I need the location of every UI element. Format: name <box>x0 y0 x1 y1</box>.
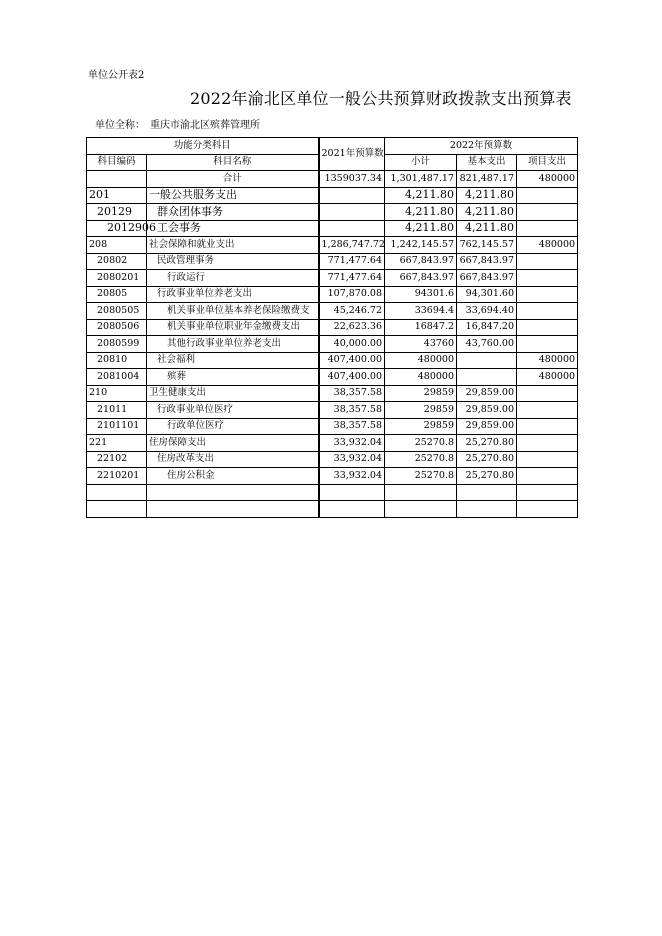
row-project <box>517 270 578 287</box>
row-project <box>517 303 578 320</box>
row-subtotal: 94301.6 <box>385 286 457 303</box>
row-code: 2080505 <box>87 303 147 320</box>
row-project <box>517 286 578 303</box>
table-row <box>87 253 578 270</box>
row-basic: 4,211.80 <box>457 187 517 204</box>
row-name: 社会保障和就业支出 <box>147 237 319 254</box>
row-project <box>517 385 578 402</box>
row-prev-year: 45,246.72 <box>319 303 385 320</box>
row-prev-year: 38,357.58 <box>319 385 385 402</box>
empty-cell <box>147 501 319 518</box>
table-row <box>87 435 578 452</box>
empty-cell <box>517 484 578 501</box>
row-name: 群众团体事务 <box>147 204 319 221</box>
row-code: 201 <box>87 187 147 204</box>
row-prev-year: 33,932.04 <box>319 451 385 468</box>
row-name: 住房保障支出 <box>147 435 319 452</box>
row-code: 2080201 <box>87 270 147 287</box>
row-prev-year: 33,932.04 <box>319 468 385 485</box>
row-subtotal: 4,211.80 <box>385 187 457 204</box>
row-basic: 25,270.80 <box>457 435 517 452</box>
header-prev-year: 2021年预算数 <box>319 138 385 171</box>
row-code: 20129 <box>87 204 147 221</box>
row-project <box>517 319 578 336</box>
row-subtotal: 667,843.97 <box>385 253 457 270</box>
row-prev-year: 38,357.58 <box>319 418 385 435</box>
header-current-year: 2022年预算数 <box>385 138 578 155</box>
row-prev-year: 407,400.00 <box>319 352 385 369</box>
row-subtotal: 4,211.80 <box>385 220 457 237</box>
row-code: 2012906 <box>87 220 147 237</box>
row-name: 住房公积金 <box>147 468 319 485</box>
row-basic: 94,301.60 <box>457 286 517 303</box>
row-prev-year: 33,932.04 <box>319 435 385 452</box>
row-project <box>517 451 578 468</box>
empty-cell <box>385 501 457 518</box>
total-project: 480000 <box>517 171 578 188</box>
row-project <box>517 418 578 435</box>
row-code: 208 <box>87 237 147 254</box>
table-row <box>87 237 578 254</box>
row-basic: 25,270.80 <box>457 468 517 485</box>
row-project: 480000 <box>517 369 578 386</box>
table-row <box>87 220 578 237</box>
total-label: 合计 <box>147 171 319 188</box>
row-prev-year <box>319 204 385 221</box>
table-row <box>87 286 578 303</box>
empty-row <box>87 501 578 518</box>
row-code: 20802 <box>87 253 147 270</box>
row-basic: 29,859.00 <box>457 418 517 435</box>
row-name: 民政管理事务 <box>147 253 319 270</box>
row-prev-year: 40,000.00 <box>319 336 385 353</box>
row-project <box>517 187 578 204</box>
row-project <box>517 204 578 221</box>
empty-cell <box>319 501 385 518</box>
row-name: 住房改革支出 <box>147 451 319 468</box>
table-row <box>87 451 578 468</box>
row-prev-year <box>319 220 385 237</box>
header-name: 科目名称 <box>147 154 319 171</box>
row-basic: 762,145.57 <box>457 237 517 254</box>
table-row <box>87 352 578 369</box>
row-code: 20810 <box>87 352 147 369</box>
row-prev-year: 407,400.00 <box>319 369 385 386</box>
table-row <box>87 336 578 353</box>
empty-cell <box>457 501 517 518</box>
row-name: 行政单位医疗 <box>147 418 319 435</box>
row-basic <box>457 352 517 369</box>
empty-cell <box>385 484 457 501</box>
row-subtotal: 29859 <box>385 402 457 419</box>
row-prev-year: 38,357.58 <box>319 402 385 419</box>
table-row <box>87 204 578 221</box>
row-code: 2101101 <box>87 418 147 435</box>
row-code: 21011 <box>87 402 147 419</box>
empty-cell <box>87 484 147 501</box>
row-code: 20805 <box>87 286 147 303</box>
row-name: 卫生健康支出 <box>147 385 319 402</box>
row-basic: 25,270.80 <box>457 451 517 468</box>
table-row <box>87 270 578 287</box>
total-subtotal: 1,301,487.17 <box>385 171 457 188</box>
row-basic: 4,211.80 <box>457 204 517 221</box>
row-project <box>517 253 578 270</box>
table-row <box>87 468 578 485</box>
row-name: 行政事业单位养老支出 <box>147 286 319 303</box>
row-basic: 4,211.80 <box>457 220 517 237</box>
row-subtotal: 480000 <box>385 369 457 386</box>
header-row-1 <box>87 138 578 155</box>
total-basic: 821,487.17 <box>457 171 517 188</box>
row-subtotal: 25270.8 <box>385 435 457 452</box>
row-name: 其他行政事业单位养老支出 <box>147 336 319 353</box>
header-project: 项目支出 <box>517 154 578 171</box>
table-row <box>87 319 578 336</box>
table-row <box>87 369 578 386</box>
row-basic: 29,859.00 <box>457 402 517 419</box>
empty-row <box>87 484 578 501</box>
row-subtotal: 43760 <box>385 336 457 353</box>
row-name: 殡葬 <box>147 369 319 386</box>
row-subtotal: 29859 <box>385 418 457 435</box>
table-row <box>87 402 578 419</box>
row-code: 2210201 <box>87 468 147 485</box>
row-name: 行政事业单位医疗 <box>147 402 319 419</box>
row-basic: 16,847.20 <box>457 319 517 336</box>
table-row <box>87 385 578 402</box>
row-code: 22102 <box>87 451 147 468</box>
row-subtotal: 29859 <box>385 385 457 402</box>
row-code: 221 <box>87 435 147 452</box>
row-prev-year: 107,870.08 <box>319 286 385 303</box>
header-code: 科目编码 <box>87 154 147 171</box>
row-name: 一般公共服务支出 <box>147 187 319 204</box>
empty-cell <box>319 484 385 501</box>
row-basic: 667,843.97 <box>457 270 517 287</box>
row-subtotal: 667,843.97 <box>385 270 457 287</box>
row-subtotal: 33694.4 <box>385 303 457 320</box>
row-prev-year: 1,286,747.72 <box>319 237 385 254</box>
header-basic: 基本支出 <box>457 154 517 171</box>
row-project <box>517 402 578 419</box>
row-code: 2080506 <box>87 319 147 336</box>
row-project: 480000 <box>517 237 578 254</box>
table-row <box>87 187 578 204</box>
row-name: 社会福利 <box>147 352 319 369</box>
page-title: 2022年渝北区单位一般公共预算财政拨款支出预算表 <box>190 89 572 108</box>
empty-cell <box>517 501 578 518</box>
row-code: 2080599 <box>87 336 147 353</box>
row-basic: 43,760.00 <box>457 336 517 353</box>
form-number: 单位公开表2 <box>88 70 145 81</box>
row-subtotal: 4,211.80 <box>385 204 457 221</box>
row-name: 行政运行 <box>147 270 319 287</box>
row-prev-year: 771,477.64 <box>319 270 385 287</box>
row-subtotal: 25270.8 <box>385 451 457 468</box>
row-project <box>517 435 578 452</box>
table-row <box>87 418 578 435</box>
row-subtotal: 480000 <box>385 352 457 369</box>
row-code: 2081004 <box>87 369 147 386</box>
row-project <box>517 220 578 237</box>
empty-cell <box>87 501 147 518</box>
row-name: 机关事业单位职业年金缴费支出 <box>147 319 319 336</box>
row-project <box>517 468 578 485</box>
table-row <box>87 303 578 320</box>
unit-label: 单位全称： <box>95 120 145 131</box>
row-basic <box>457 369 517 386</box>
row-project: 480000 <box>517 352 578 369</box>
empty-cell <box>457 484 517 501</box>
total-prev: 1359037.34 <box>319 171 385 188</box>
row-name: 机关事业单位基本养老保险缴费支 <box>147 303 319 320</box>
row-prev-year: 771,477.64 <box>319 253 385 270</box>
total-row <box>87 171 578 188</box>
row-prev-year <box>319 187 385 204</box>
row-basic: 29,859.00 <box>457 385 517 402</box>
row-project <box>517 336 578 353</box>
row-subtotal: 25270.8 <box>385 468 457 485</box>
row-basic: 33,694.40 <box>457 303 517 320</box>
row-basic: 667,843.97 <box>457 253 517 270</box>
row-subtotal: 16847.2 <box>385 319 457 336</box>
total-code <box>87 171 147 188</box>
row-prev-year: 22,623.36 <box>319 319 385 336</box>
header-function-category: 功能分类科目 <box>87 138 319 155</box>
unit-name: 重庆市渝北区殡葬管理所 <box>150 120 260 131</box>
empty-cell <box>147 484 319 501</box>
row-subtotal: 1,242,145.57 <box>385 237 457 254</box>
row-code: 210 <box>87 385 147 402</box>
budget-table <box>86 137 578 518</box>
row-name: 工会事务 <box>147 220 319 237</box>
header-subtotal: 小计 <box>385 154 457 171</box>
